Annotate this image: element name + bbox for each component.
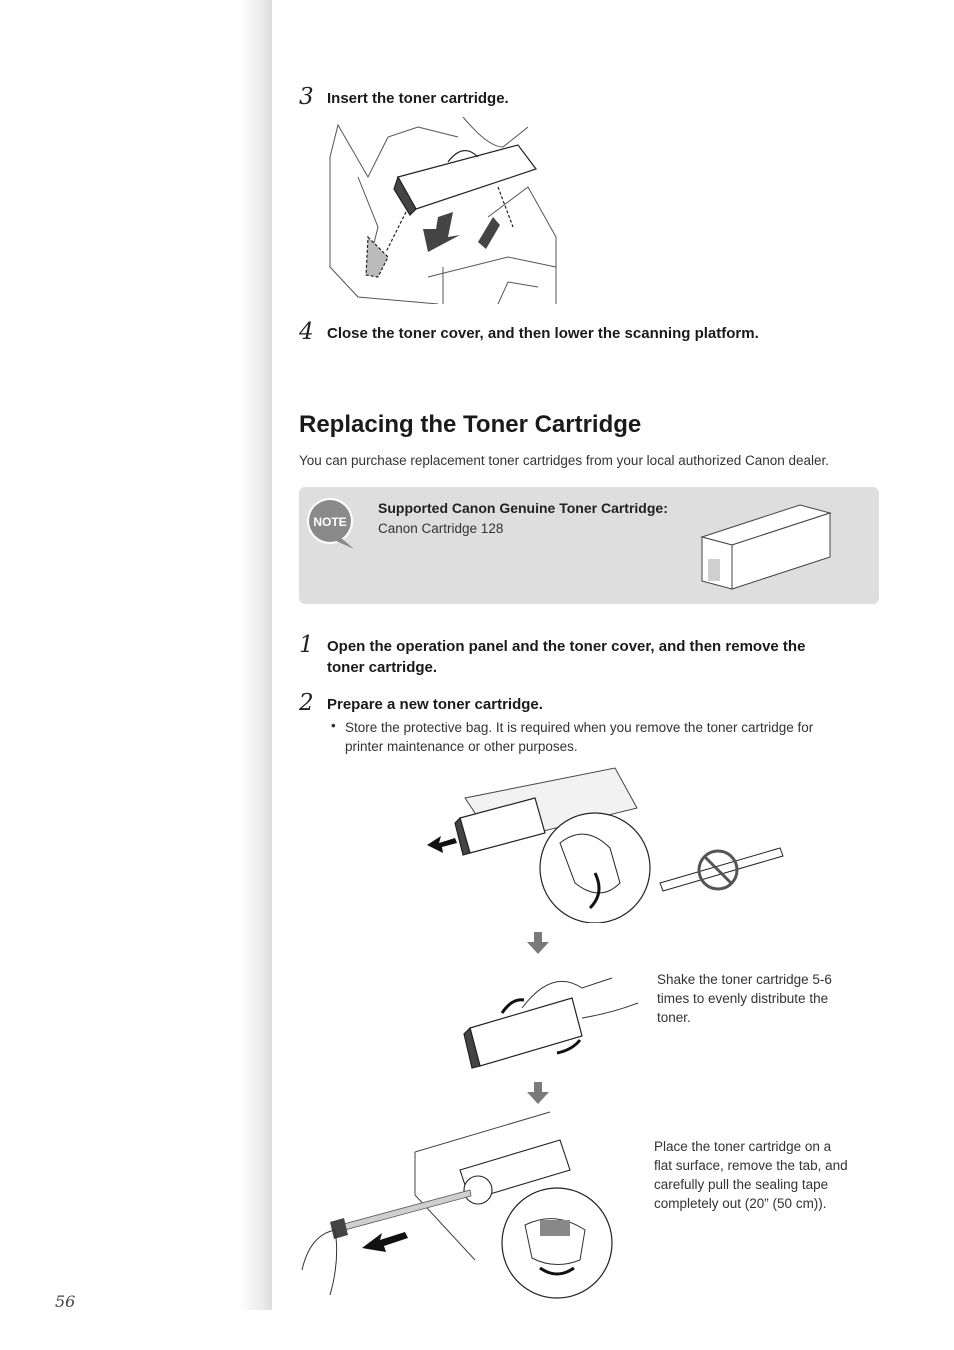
pull-sealing-tape-illustration bbox=[300, 1110, 620, 1300]
bullet-text bbox=[345, 718, 865, 756]
bullet-line1: Store the protective bag. It is required when you remove the toner cartridge for bbox=[345, 720, 814, 735]
step-1-line2: toner cartridge. bbox=[327, 659, 438, 676]
down-arrow-icon bbox=[525, 930, 551, 956]
shake-caption-line2: times to evenly distribute the bbox=[657, 991, 829, 1006]
step-3-text: Insert the toner cartridge. bbox=[327, 90, 509, 107]
note-item: Canon Cartridge 128 bbox=[378, 521, 504, 536]
step-1-number: 1 bbox=[299, 632, 314, 658]
tape-caption bbox=[654, 1137, 848, 1213]
pull-left-arrow-icon bbox=[362, 1232, 408, 1252]
shake-caption-line3: toner. bbox=[657, 1010, 691, 1025]
step-1-line1: Open the operation panel and the toner cover, and then remove the bbox=[327, 638, 806, 655]
section-intro: You can purchase replacement toner cartridges from your local authorized Canon dealer. bbox=[299, 453, 830, 468]
step-2-number: 2 bbox=[299, 690, 314, 716]
tape-caption-line1: Place the toner cartridge on a bbox=[654, 1139, 832, 1154]
insert-cartridge-illustration bbox=[328, 117, 558, 304]
shake-cartridge-illustration bbox=[462, 958, 640, 1070]
note-heading: Supported Canon Genuine Toner Cartridge: bbox=[378, 500, 668, 516]
tape-caption-line3: carefully pull the sealing tape bbox=[654, 1177, 829, 1192]
shake-caption bbox=[657, 970, 832, 1027]
page-margin-band bbox=[0, 0, 272, 1310]
pull-left-arrow-icon bbox=[427, 836, 457, 853]
no-scissors-icon bbox=[660, 848, 783, 891]
tape-caption-line4: completely out (20” (50 cm)). bbox=[654, 1196, 827, 1211]
section-title: Replacing the Toner Cartridge bbox=[299, 411, 642, 438]
cartridge-box-illustration bbox=[700, 503, 834, 591]
bullet-dot: • bbox=[331, 718, 336, 733]
note-badge-label: NOTE bbox=[313, 515, 347, 529]
shake-caption-line1: Shake the toner cartridge 5-6 bbox=[657, 972, 832, 987]
step-2-text: Prepare a new toner cartridge. bbox=[327, 696, 543, 713]
note-badge-icon bbox=[306, 497, 358, 551]
unpack-cartridge-illustration bbox=[425, 763, 790, 923]
tape-caption-line2: flat surface, remove the tab, and bbox=[654, 1158, 848, 1173]
bullet-line2: printer maintenance or other purposes. bbox=[345, 739, 578, 754]
step-4-text: Close the toner cover, and then lower the scanning platform. bbox=[327, 325, 759, 342]
step-4-number: 4 bbox=[299, 319, 314, 345]
down-arrow-icon bbox=[525, 1080, 551, 1106]
page-number: 56 bbox=[55, 1292, 76, 1311]
step-3-number: 3 bbox=[299, 84, 314, 110]
